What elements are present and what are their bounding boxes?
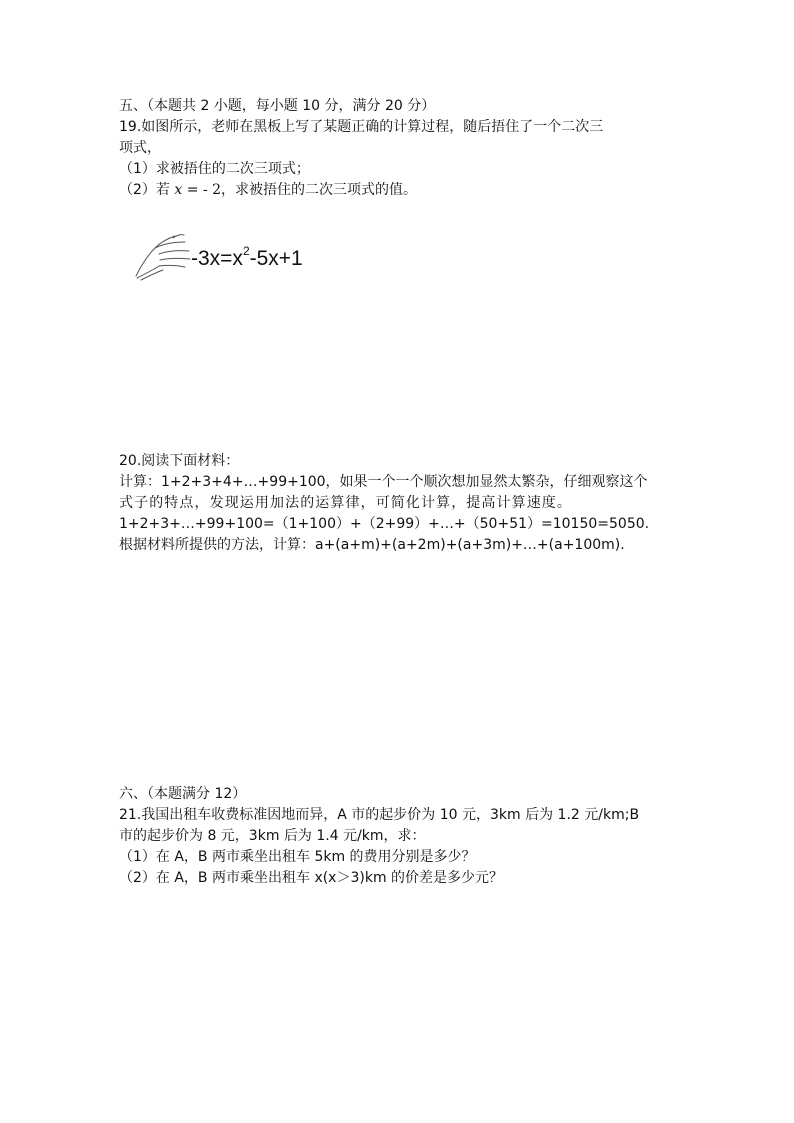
q21-part1: （1）在 A，B 两市乘坐出租车 5km 的费用分别是多少？ xyxy=(119,849,476,865)
q21-part2: （2）在 A，B 两市乘坐出租车 x(x＞3)km 的价差是多少元？ xyxy=(119,870,504,886)
q20-line3: 1+2+3+…+99+100=（1+100）+（2+99）+…+（50+51）=10150=5050. xyxy=(119,516,650,532)
equation-exponent: 2 xyxy=(242,244,250,258)
q20-title: 20.阅读下面材料： xyxy=(119,453,240,469)
q19-text-line2: 项式， xyxy=(119,140,161,156)
q19-part2-variable: x xyxy=(174,182,183,198)
q19-equation xyxy=(191,240,303,272)
section5-heading: 五、（本题共 2 小题，每小题 10 分，满分 20 分） xyxy=(119,98,436,114)
q19-part2-prefix: （2）若 xyxy=(119,182,175,198)
q19-part2 xyxy=(119,180,417,200)
q21-line1: 21.我国出租车收费标准因地而异，A 市的起步价为 10 元，3km 后为 1.2 元/km;B xyxy=(119,807,640,823)
q19-part2-equation: = - 2 xyxy=(182,182,221,198)
equation-right: -5x+1 xyxy=(249,247,303,270)
q19-text-line1: 19.如图所示，老师在黑板上写了某题正确的计算过程，随后捂住了一个二次三 xyxy=(119,119,604,135)
q20-line1: 计算：1+2+3+4+…+99+100，如果一个一个顺次想加显然太繁杂，仔细观察这个 xyxy=(119,474,648,490)
q19-part1: （1）求被捂住的二次三项式； xyxy=(119,161,310,177)
q20-line4: 根据材料所提供的方法，计算：a+(a+m)+(a+2m)+(a+3m)+…+(a+100m). xyxy=(119,537,625,553)
q19-part2-suffix: ，求被捂住的二次三项式的值。 xyxy=(220,182,417,198)
q19-figure xyxy=(133,226,323,286)
q21-line2: 市的起步价为 8 元，3km 后为 1.4 元/km，求： xyxy=(119,828,426,844)
q20-line2: 式子的特点，发现运用加法的运算律，可简化计算，提高计算速度。 xyxy=(119,495,572,511)
section6-heading: 六、（本题满分 12） xyxy=(119,786,247,802)
equation-left: -3x=x xyxy=(191,247,243,270)
hand-icon xyxy=(133,226,195,282)
